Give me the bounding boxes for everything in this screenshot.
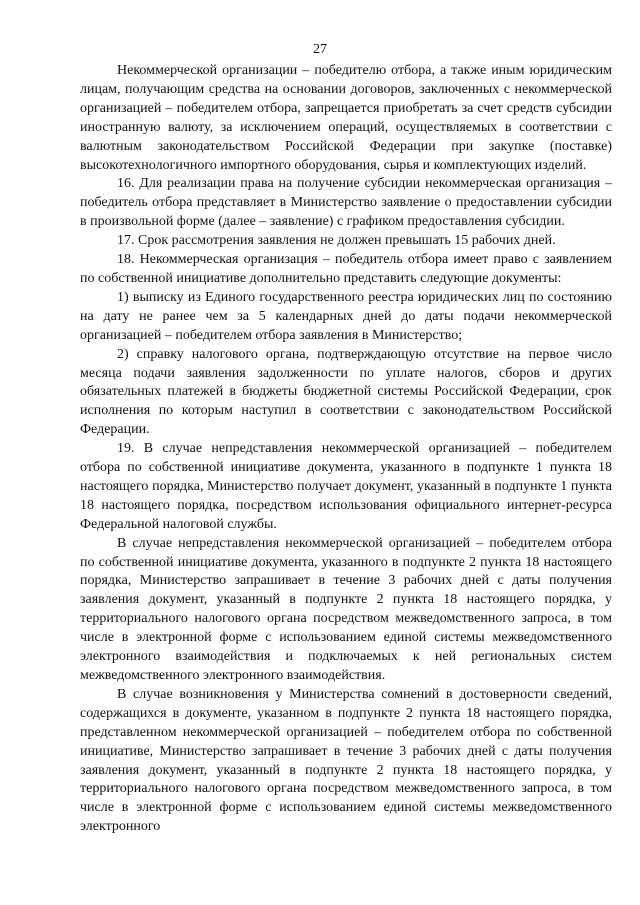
paragraph-18: 18. Некоммерческая организация – победитель отбора имеет право с заявлением по собственной инициативе дополнительно представить следующие документы: (80, 252, 612, 286)
paragraph-19-doubt-request: В случае возникновения у Министерства сомнений в достоверности сведений, содержащихся в документе, указанном в подпункте 2 пункта 18 настоящего порядка, представленном некоммерческой организацией – победителем отбора по собственной инициативе, Министерство запрашивает в течение 3 рабочих дней с даты получения заявления документ, указанный в подпункте 2 пункта 18 настоящего порядка, у территориального налогового органа посредством межведомственного запроса, в том числе в электронной форме с использованием единой системы межведомственного электронного (80, 686, 612, 835)
paragraph-17: 17. Срок рассмотрения заявления не должен превышать 15 рабочих дней. (117, 233, 556, 249)
paragraph-18-item-1: 1) выписку из Единого государственного реестра юридических лиц по состоянию на дату не ранее чем за 5 календарных дней до даты подачи некоммерческой организацией – победителем отбора заявления в Министерство; (80, 289, 612, 343)
paragraph-18-item-2: 2) справку налогового органа, подтверждающую отсутствие на первое число месяца подачи заявления задолженности по уплате налогов, сборов и других обязательных платежей в бюджеты бюджетной системы Российской Федерации, срок исполнения по которым наступил в соответствии с законодательством Российской Федерации. (80, 346, 612, 438)
paragraph-19: 19. В случае непредставления некоммерческой организацией – победителем отбора по собственной инициативе документа, указанного в подпункте 1 пункта 18 настоящего порядка, Министерство получает документ, указанный в подпункте 1 пункта 18 настоящего порядка, посредством использования официального интернет-ресурса Федеральной налоговой службы. (80, 441, 612, 532)
document-body (80, 62, 612, 837)
paragraph-16: 16. Для реализации права на получение субсидии некоммерческая организация – победитель отбора представляет в Министерство заявление о предоставлении субсидии в произвольной форме (далее – заявление) с графиком предоставления субсидии. (80, 176, 612, 230)
page-number: 27 (313, 42, 327, 57)
paragraph-19-item-2-request: В случае непредставления некоммерческой организацией – победителем отбора по собственной инициативе документа, указанного в подпункте 2 пункта 18 настоящего порядка, Министерство запрашивает в течение 3 рабочих дней с даты получения заявления документ, указанный в подпункте 2 пункта 18 настоящего порядка, у территориального налогового органа посредством межведомственного запроса, в том числе в электронной форме с использованием единой системы межведомственного электронного взаимодействия и подключаемых к ней региональных систем межведомственного электронного взаимодействия. (80, 535, 612, 683)
paragraph-currency-restriction: Некоммерческой организации – победителю отбора, а также иным юридическим лицам, получающим средства на основании договоров, заключенных с некоммерческой организацией – победителем отбора, запрещается приобретать за счет средств субсидии иностранную валюту, за исключением операций, осуществляемых в соответствии с валютным законодательством Российской Федерации при закупке (поставке) высокотехнологичного импортного оборудования, сырья и комплектующих изделий. (80, 63, 612, 173)
